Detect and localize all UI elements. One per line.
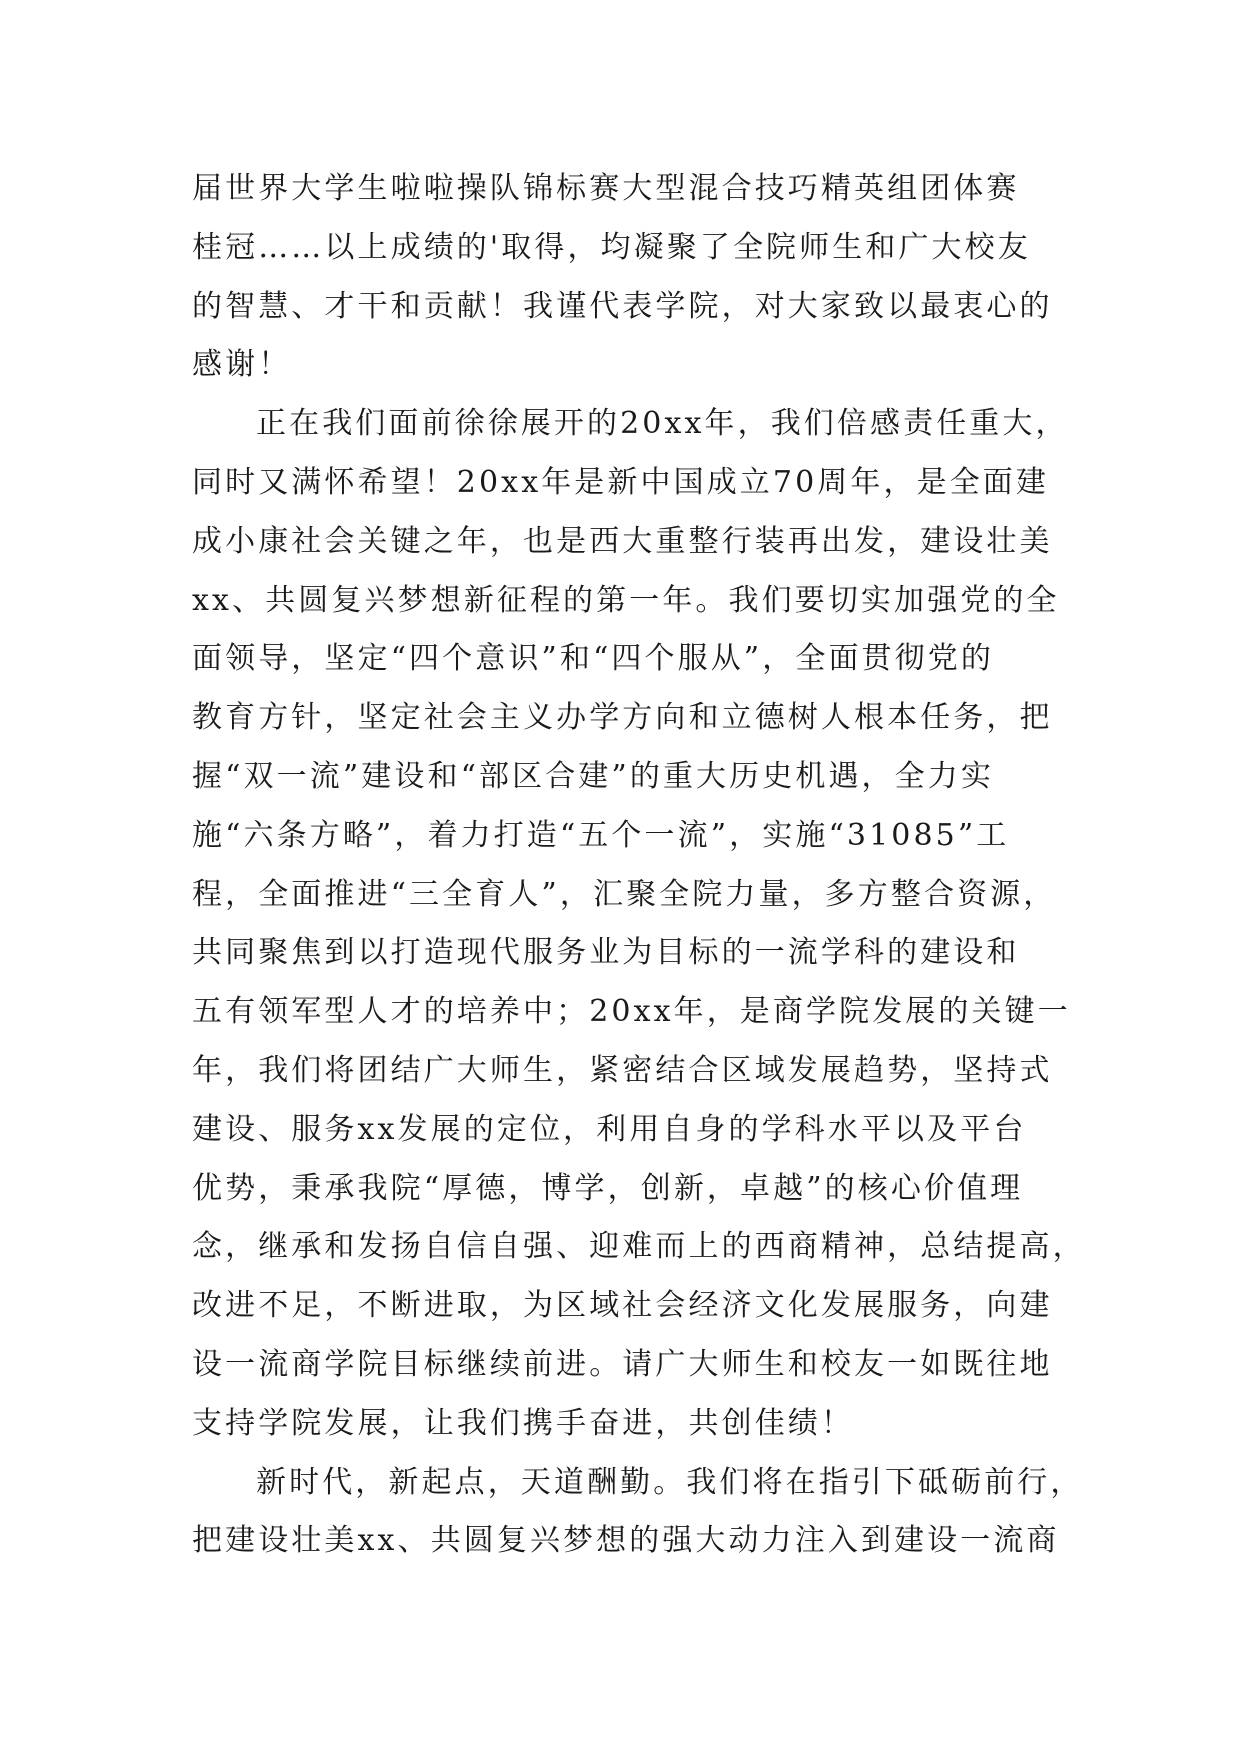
body-text — [192, 160, 1086, 1571]
text-line: 把建设壮美xx、共圆复兴梦想的强大动力注入到建设一流商 — [192, 1523, 1060, 1559]
text-line: 年，我们将团结广大师生，紧密结合区域发展趋势，坚持式 — [192, 1052, 1053, 1088]
paragraph-first-line: 新时代，新起点，天道酬勤。我们将在指引下砥砺前行， — [256, 1464, 1084, 1500]
text-line: 桂冠……以上成绩的'取得，均凝聚了全院师生和广大校友 — [192, 229, 1031, 265]
text-line: 改进不足，不断进取，为区域社会经济文化发展服务，向建 — [192, 1288, 1053, 1324]
text-line: 程，全面推进“三全育人”，汇聚全院力量，多方整合资源， — [192, 876, 1057, 912]
text-line: 建设、服务xx发展的定位，利用自身的学科水平以及平台 — [192, 1111, 1027, 1147]
text-line: 面领导，坚定“四个意识”和“四个服从”，全面贯彻党的 — [192, 641, 994, 677]
text-line: 设一流商学院目标继续前进。请广大师生和校友一如既往地 — [192, 1346, 1053, 1382]
text-line: 施“六条方略”，着力打造“五个一流”，实施“31085”工 — [192, 817, 1010, 853]
text-line: 的智慧、才干和贡献！我谨代表学院，对大家致以最衷心的 — [192, 288, 1053, 324]
text-line: 优势，秉承我院“厚德，博学，创新，卓越”的核心价值理 — [192, 1170, 1024, 1206]
text-line: 支持学院发展，让我们携手奋进，共创佳绩！ — [192, 1405, 854, 1441]
text-line: 共同聚焦到以打造现代服务业为目标的一流学科的建设和 — [192, 935, 1020, 971]
text-line: xx、共圆复兴梦想新征程的第一年。我们要切实加强党的全 — [192, 582, 1060, 618]
text-line: 感谢！ — [192, 347, 292, 383]
text-line: 成小康社会关键之年，也是西大重整行装再出发，建设壮美 — [192, 523, 1053, 559]
paragraph-first-line: 正在我们面前徐徐展开的20xx年，我们倍感责任重大， — [256, 406, 1069, 442]
text-line: 教育方针，坚定社会主义办学方向和立德树人根本任务，把 — [192, 700, 1053, 736]
text-line: 同时又满怀希望！20xx年是新中国成立70周年，是全面建 — [192, 464, 1049, 500]
text-line: 届世界大学生啦啦操队锦标赛大型混合技巧精英组团体赛 — [192, 171, 1020, 206]
text-line: 念，继承和发扬自信自强、迎难而上的西商精神，总结提高， — [192, 1229, 1086, 1265]
text-line: 五有领军型人才的培养中；20xx年，是商学院发展的关键一 — [192, 994, 1071, 1030]
text-line: 握“双一流”建设和“部区合建”的重大历史机遇，全力实 — [192, 758, 994, 794]
